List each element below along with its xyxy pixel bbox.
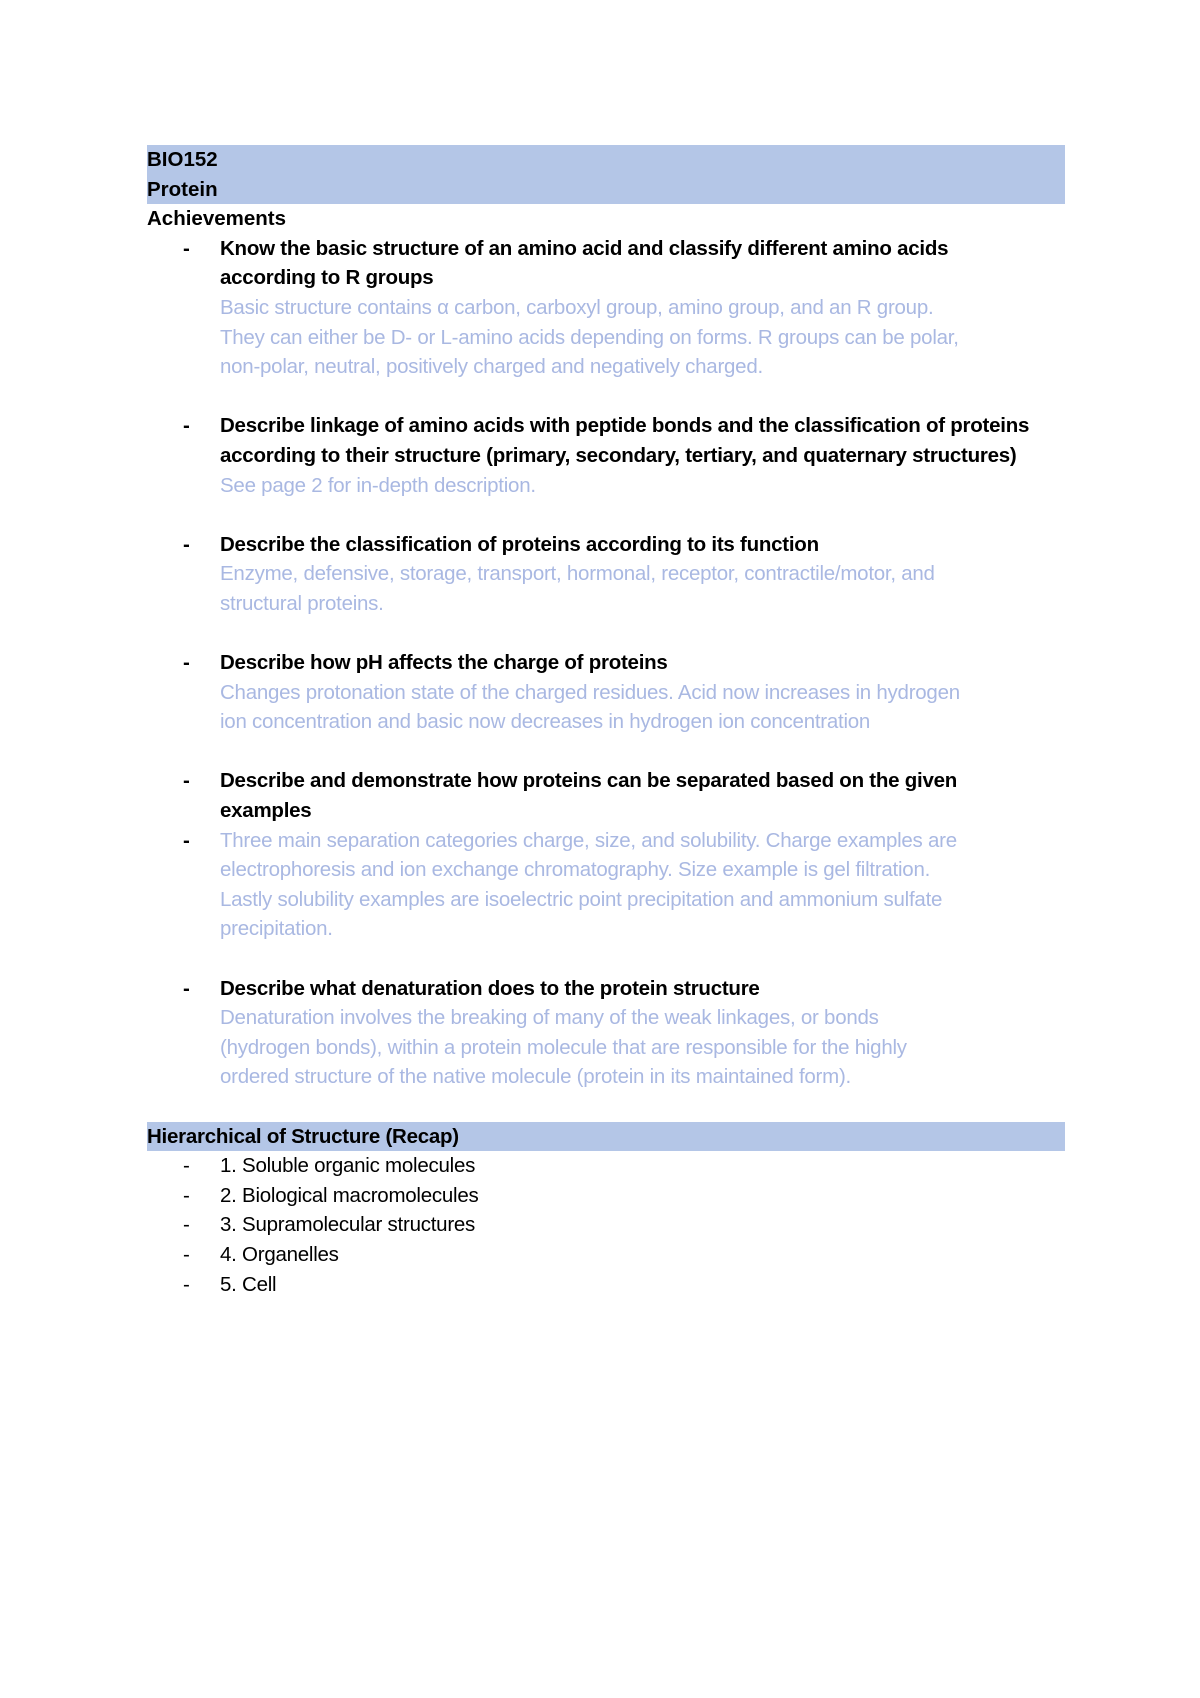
bullet-dash: - [183,236,190,260]
list-item [147,1181,1065,1211]
question-line: Describe how pH affects the charge of proteins [220,651,668,675]
question-line: according to their structure (primary, secondary, tertiary, and quaternary structures) [220,443,1017,467]
achievement-question [147,974,1065,1004]
bullet-dash: - [183,651,190,675]
bullet-dash: - [183,532,190,556]
bullet-dash: - [183,1183,190,1207]
answer-line: Changes protonation state of the charged residues. Acid now increases in hydrogen [220,680,960,704]
achievement-question [147,766,1065,825]
list-item [147,1151,1065,1181]
answer-line: See page 2 for in-depth description. [220,473,536,497]
achievement-answer [147,1003,1065,1092]
answer-line: non-polar, neutral, positively charged and negatively charged. [220,355,763,379]
question-line: Know the basic structure of an amino acid and classify different amino acids [220,236,949,260]
bullet-dash: - [183,1242,190,1266]
achievements-heading: Achievements [147,207,287,231]
achievement-question [147,648,1065,678]
answer-line: Enzyme, defensive, storage, transport, hormonal, receptor, contractile/motor, and [220,562,935,586]
spacer [147,944,1065,974]
course-code: BIO152 [147,148,218,171]
spacer [147,1092,1065,1122]
achievement-question [147,234,1065,293]
hierarchy-heading: Hierarchical of Structure (Recap) [147,1122,1065,1152]
document-page [147,145,1065,1299]
achievement-answer [147,826,1065,944]
spacer [147,737,1065,767]
achievement-answer [147,471,1065,501]
achievement-question [147,530,1065,560]
list-item-text: 1. Soluble organic molecules [220,1154,476,1178]
question-line: Describe and demonstrate how proteins can be separated based on the given [220,769,958,793]
question-line: Describe what denaturation does to the protein structure [220,976,760,1000]
question-line: Describe linkage of amino acids with peptide bonds and the classification of proteins [220,414,1030,438]
question-line: Describe the classification of proteins according to its function [220,532,819,556]
bullet-dash: - [183,1272,190,1296]
bullet-dash: - [183,414,190,438]
list-item-text: 2. Biological macromolecules [220,1183,479,1207]
answer-line: Three main separation categories charge, size, and solubility. Charge examples are [220,828,957,852]
achievement-answer [147,293,1065,382]
answer-line: electrophoresis and ion exchange chromatography. Size example is gel filtration. [220,858,931,882]
list-item-text: 3. Supramolecular structures [220,1213,476,1237]
achievement-question [147,411,1065,470]
question-line: examples [220,799,312,823]
answer-line: structural proteins. [220,591,384,615]
topic-title: Protein [147,177,218,201]
list-item-text: 5. Cell [220,1272,277,1296]
answer-line: ion concentration and basic now decreases in hydrogen ion concentration [220,710,871,734]
spacer [147,619,1065,649]
achievement-answer [147,678,1065,737]
bullet-dash: - [183,1154,190,1178]
answer-line: (hydrogen bonds), within a protein molecule that are responsible for the highly [220,1035,907,1059]
bullet-dash: - [183,1213,190,1237]
bullet-dash: - [183,828,190,852]
question-line: according to R groups [220,266,434,290]
spacer [147,382,1065,412]
answer-line: Basic structure contains α carbon, carboxyl group, amino group, and an R group. [220,295,934,319]
answer-line: Denaturation involves the breaking of many of the weak linkages, or bonds [220,1006,879,1030]
list-item-text: 4. Organelles [220,1242,339,1266]
answer-line: precipitation. [220,917,333,941]
list-item [147,1270,1065,1300]
achievement-answer [147,559,1065,618]
header-banner [147,145,1065,204]
answer-line: They can either be D- or L-amino acids depending on forms. R groups can be polar, [220,325,959,349]
list-item [147,1210,1065,1240]
answer-line: ordered structure of the native molecule (protein in its maintained form). [220,1065,851,1089]
answer-line: Lastly solubility examples are isoelectric point precipitation and ammonium sulfate [220,887,943,911]
list-item [147,1240,1065,1270]
spacer [147,500,1065,530]
bullet-dash: - [183,976,190,1000]
bullet-dash: - [183,769,190,793]
